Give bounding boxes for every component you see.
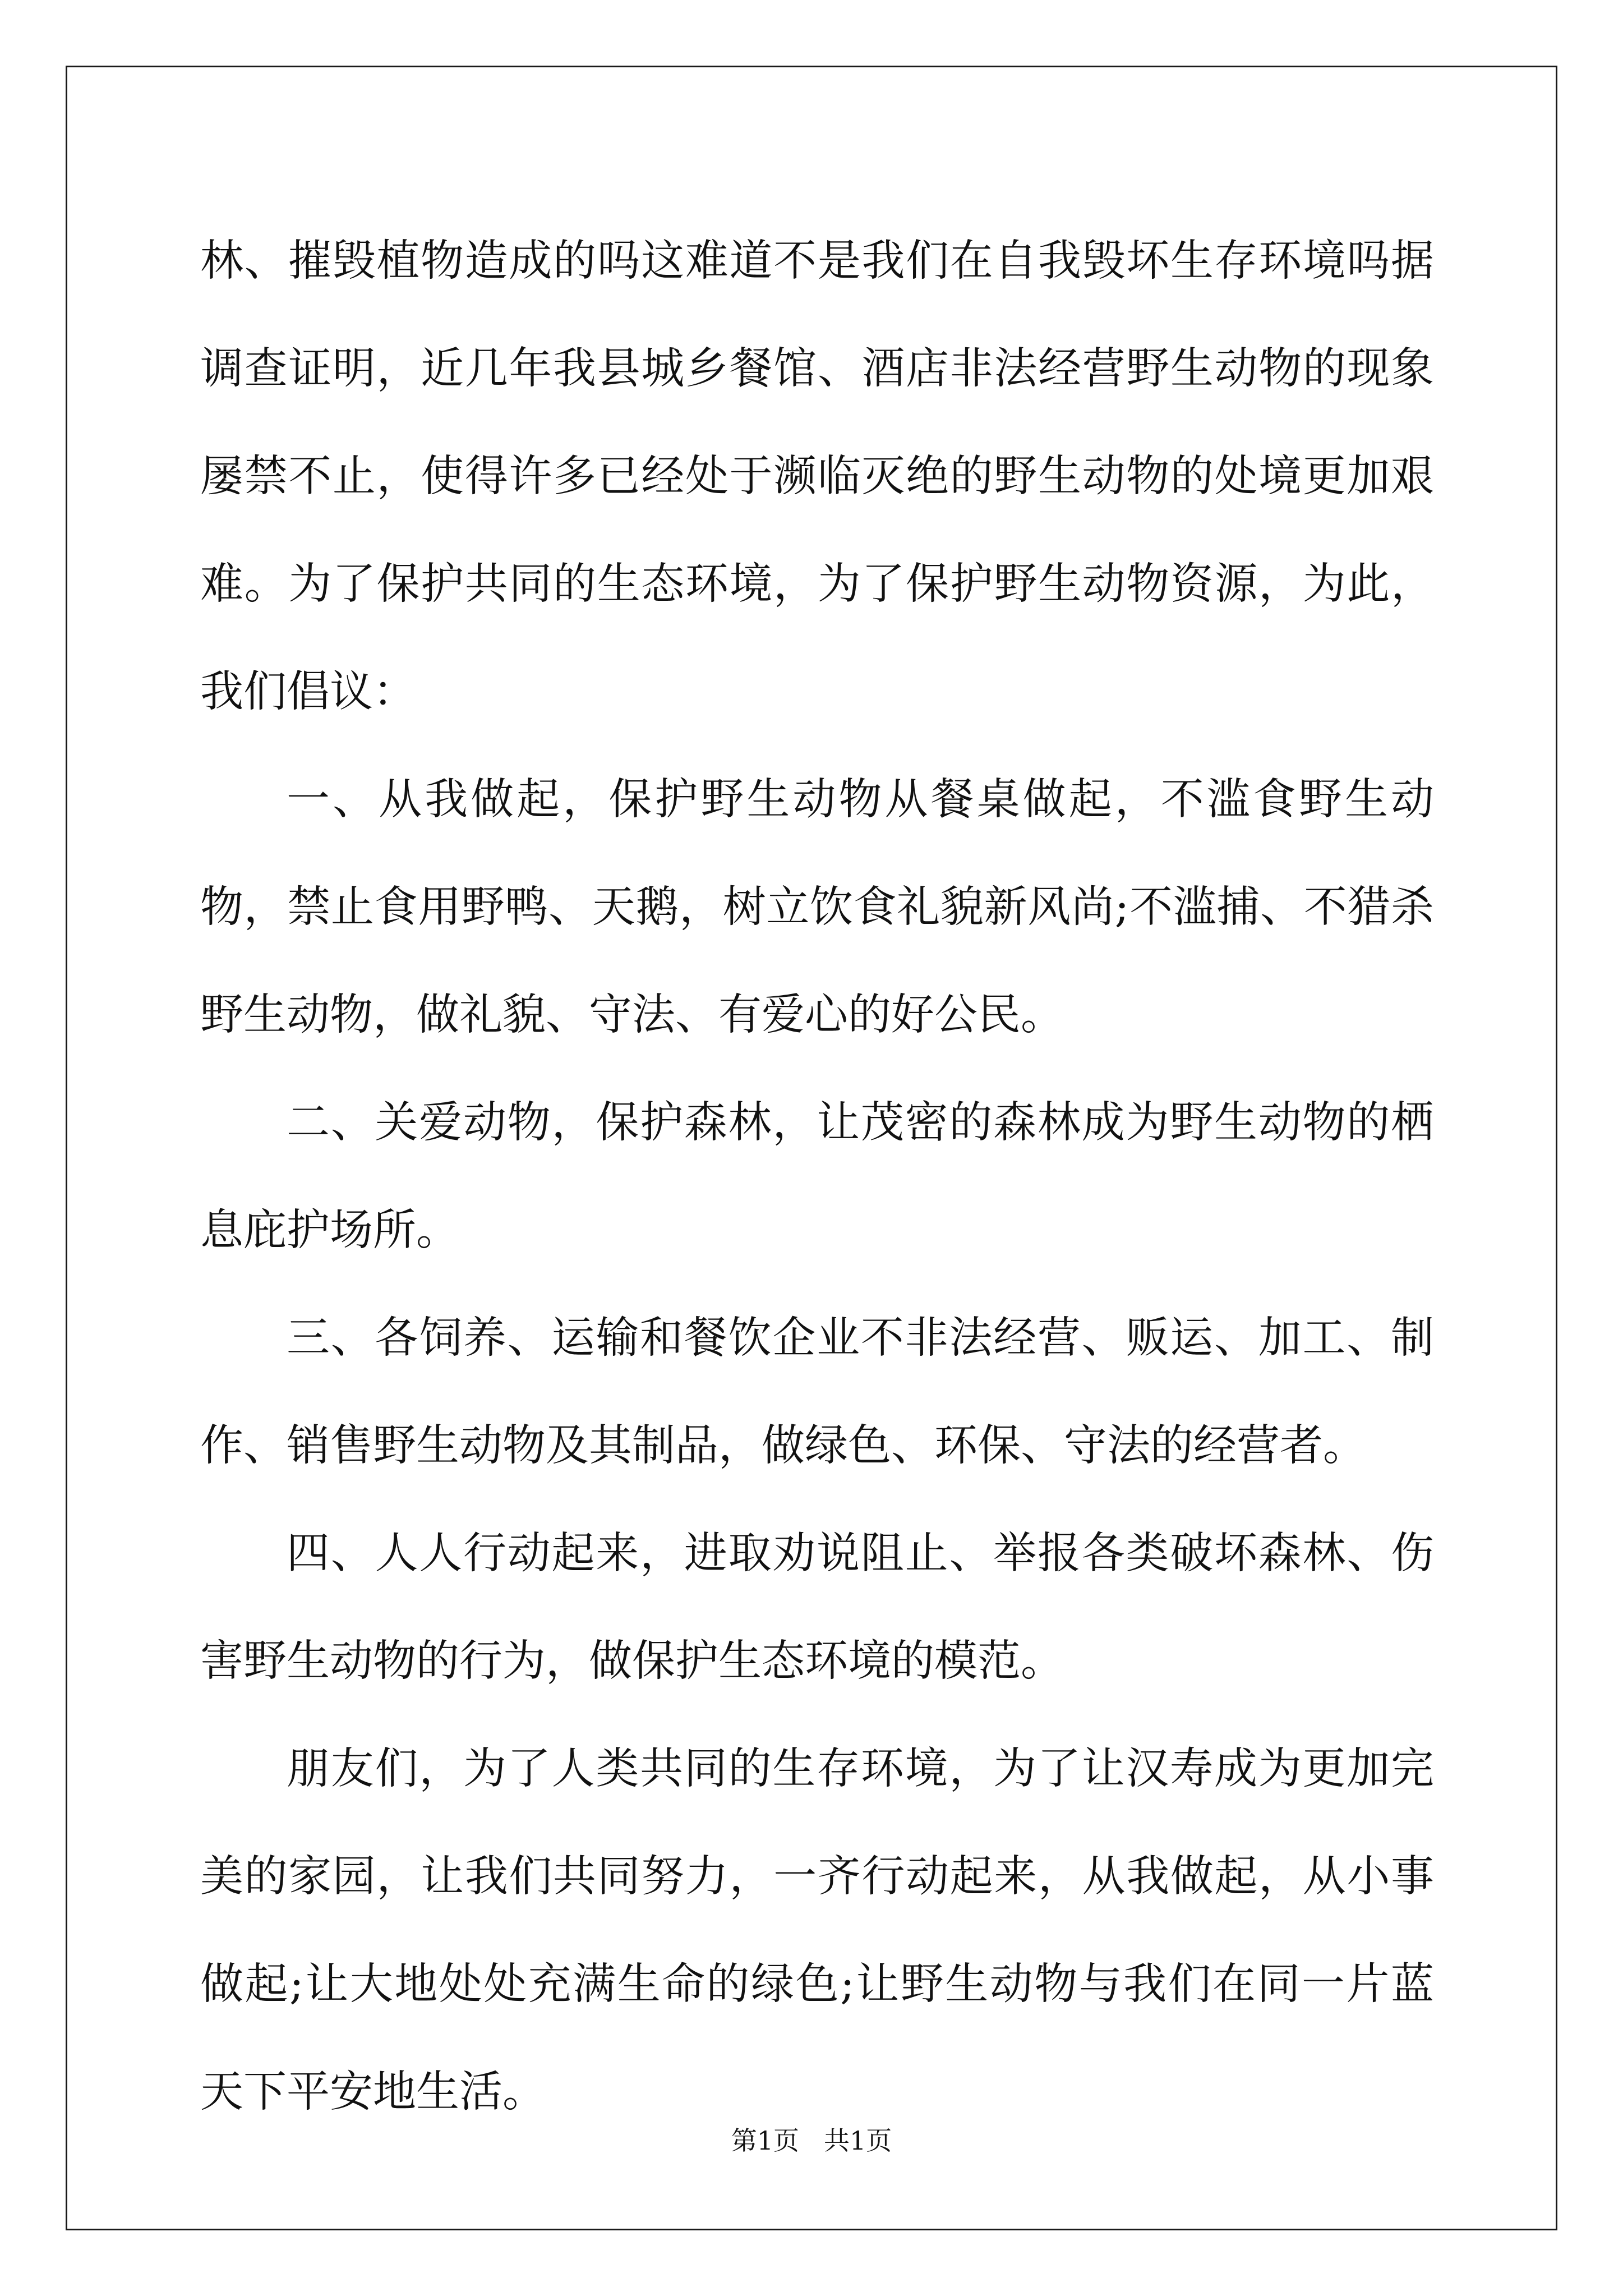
document-body [200,208,1434,2146]
paragraph-closing: 朋友们，为了人类共同的生存环境，为了让汉寿成为更加完美的家园，让我们共同努力，一齐行动起来，从我做起，从小事做起;让大地处处充满生命的绿色;让野生动物与我们在同一片蓝天下平安地生活。 [200,1744,1434,2117]
page-number: 第1页 [731,2125,800,2156]
page-footer [0,2124,1623,2157]
paragraph-intro: 林、摧毁植物造成的吗这难道不是我们在自我毁坏生存环境吗据调查证明，近几年我县城乡餐馆、酒店非法经营野生动物的现象屡禁不止，使得许多已经处于濒临灭绝的野生动物的处境更加艰难。为了保护共同的生态环境，为了保护野生动物资源，为此，我们倡议： [200,236,1434,717]
page-total: 共1页 [823,2125,892,2156]
paragraph-proposal-1: 一、从我做起，保护野生动物从餐桌做起，不滥食野生动物，禁止食用野鸭、天鹅，树立饮食礼貌新风尚;不滥捕、不猎杀野生动物，做礼貌、守法、有爱心的好公民。 [200,775,1434,1040]
paragraph-proposal-2: 二、关爱动物，保护森林，让茂密的森林成为野生动物的栖息庇护场所。 [200,1098,1434,1255]
paragraph-proposal-4: 四、人人行动起来，进取劝说阻止、举报各类破坏森林、伤害野生动物的行为，做保护生态环境的模范。 [200,1529,1434,1686]
paragraph-proposal-3: 三、各饲养、运输和餐饮企业不非法经营、贩运、加工、制作、销售野生动物及其制品，做绿色、环保、守法的经营者。 [200,1313,1434,1471]
